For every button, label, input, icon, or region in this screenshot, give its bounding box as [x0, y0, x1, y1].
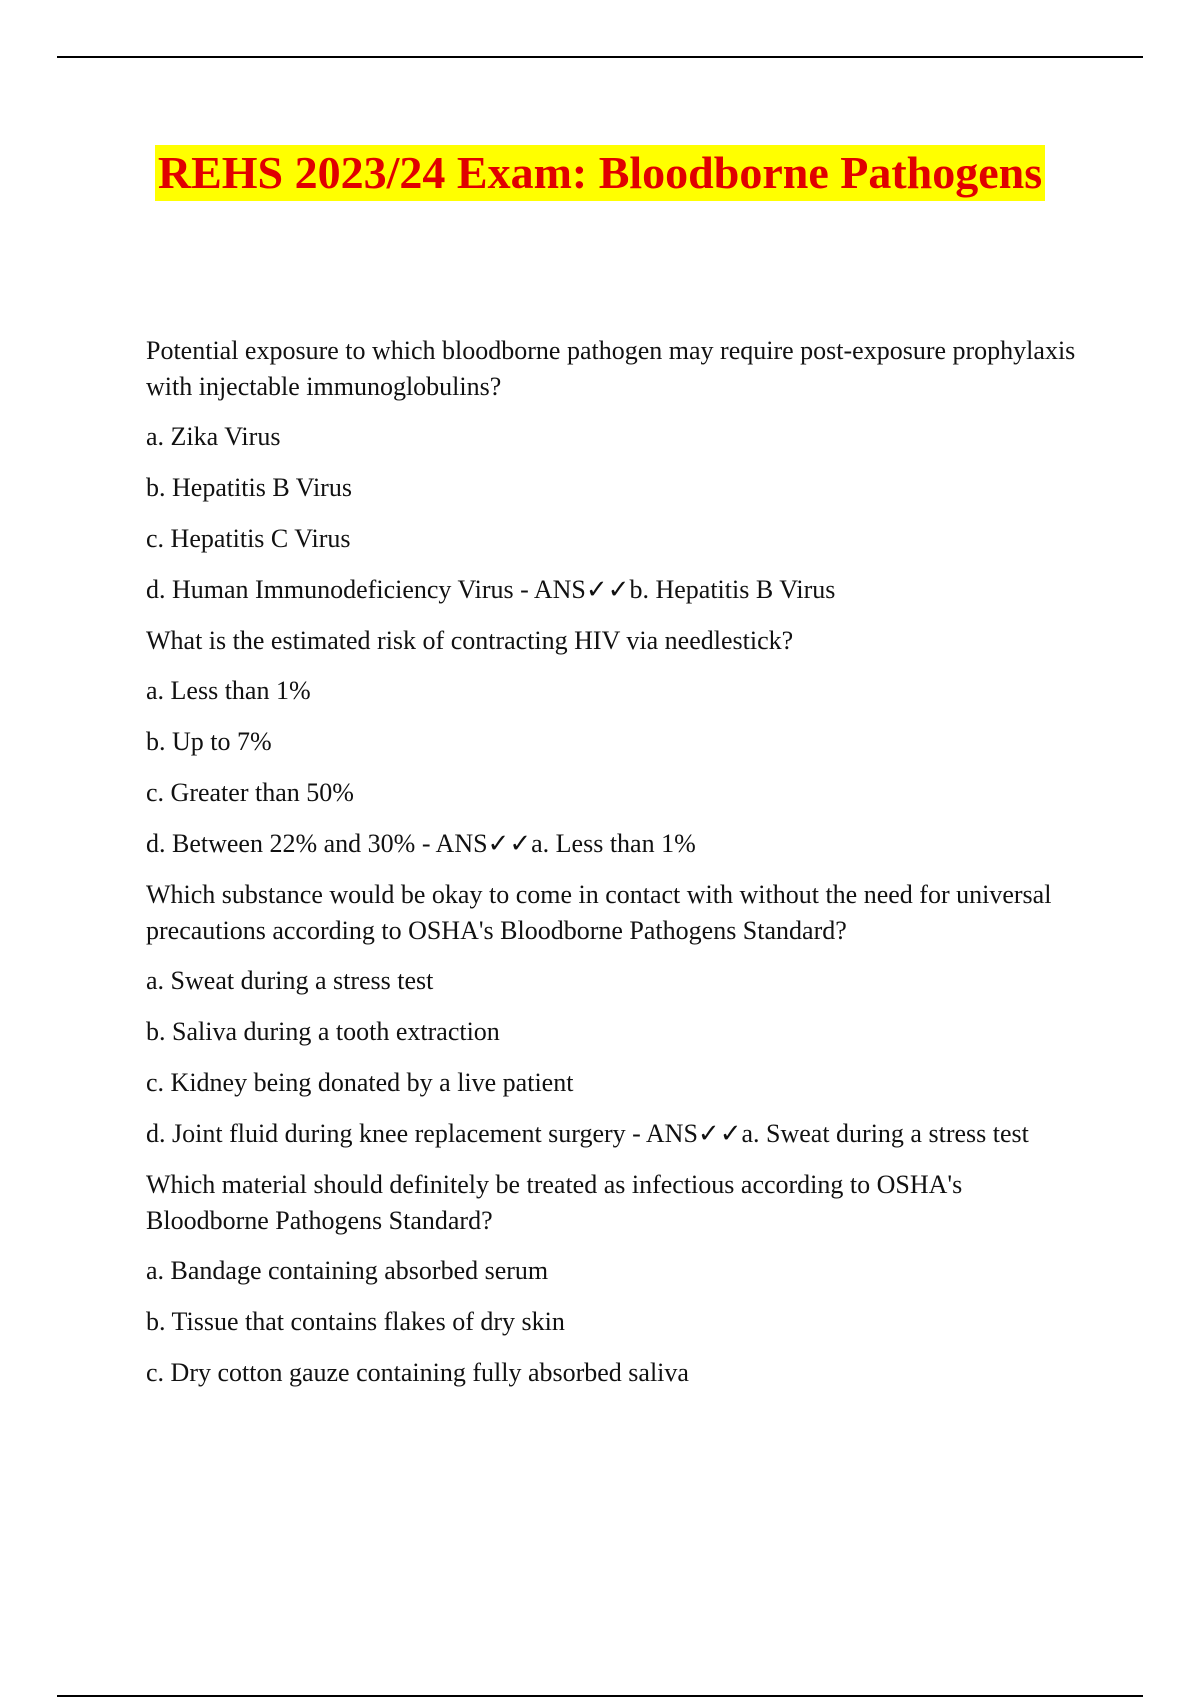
option-a: a. Sweat during a stress test: [146, 966, 434, 995]
document-body: [146, 333, 1076, 1406]
bottom-rule: [57, 1695, 1143, 1697]
option-c: c. Kidney being donated by a live patient: [146, 1068, 574, 1097]
question-text: Which substance would be okay to come in contact with without the need for universal precautions according to OSHA's Bloodborne Pathogens Standard?: [146, 880, 1052, 945]
option-d-answer: d. Joint fluid during knee replacement surgery - ANS✓✓a. Sweat during a stress test: [146, 1119, 1029, 1148]
question-block-1: [146, 333, 1076, 608]
question-block-4: [146, 1167, 1076, 1391]
title-container: [0, 145, 1200, 201]
option-a: a. Bandage containing absorbed serum: [146, 1256, 549, 1285]
option-c: c. Hepatitis C Virus: [146, 524, 351, 553]
question-block-3: [146, 877, 1076, 1152]
option-c: c. Greater than 50%: [146, 778, 354, 807]
option-a: a. Zika Virus: [146, 422, 281, 451]
option-b: b. Up to 7%: [146, 727, 272, 756]
option-c: c. Dry cotton gauze containing fully absorbed saliva: [146, 1358, 689, 1387]
option-a: a. Less than 1%: [146, 676, 311, 705]
option-d-answer: d. Human Immunodeficiency Virus - ANS✓✓b. Hepatitis B Virus: [146, 575, 836, 604]
question-text: Potential exposure to which bloodborne pathogen may require post-exposure prophylaxis with injectable immunoglobulins?: [146, 336, 1076, 401]
option-d-answer: d. Between 22% and 30% - ANS✓✓a. Less than 1%: [146, 829, 696, 858]
option-b: b. Tissue that contains flakes of dry skin: [146, 1307, 565, 1336]
question-text: Which material should definitely be treated as infectious according to OSHA's Bloodborne Pathogens Standard?: [146, 1170, 963, 1235]
question-block-2: [146, 623, 1076, 862]
top-rule: [57, 56, 1143, 58]
option-b: b. Hepatitis B Virus: [146, 473, 352, 502]
question-text: What is the estimated risk of contracting HIV via needlestick?: [146, 626, 794, 655]
document-title: REHS 2023/24 Exam: Bloodborne Pathogens: [155, 145, 1045, 201]
option-b: b. Saliva during a tooth extraction: [146, 1017, 500, 1046]
